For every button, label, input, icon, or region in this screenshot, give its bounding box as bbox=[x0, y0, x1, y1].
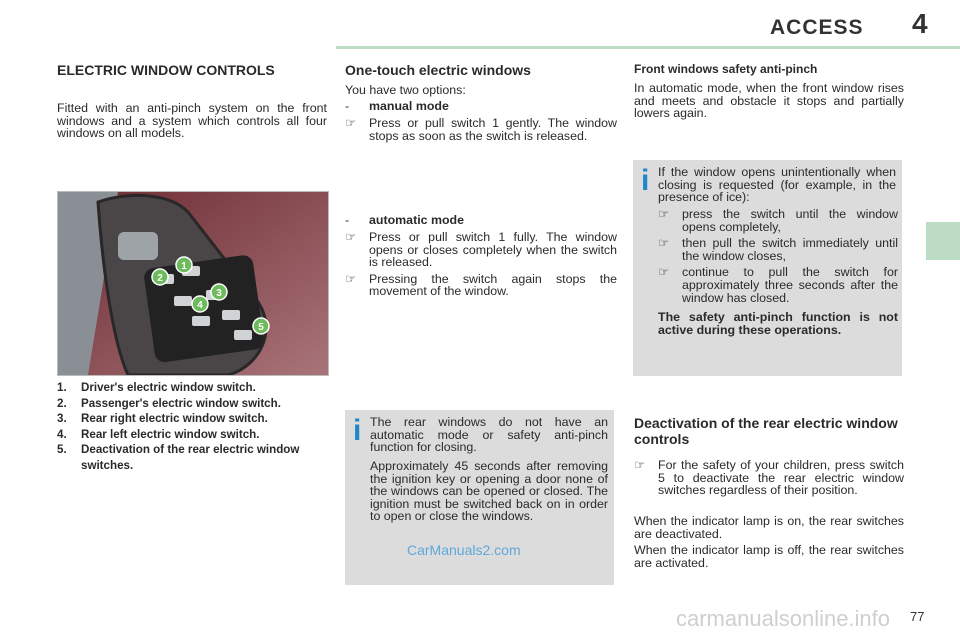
callout-5-label: 5 bbox=[258, 322, 264, 333]
anti-pinch-warning: The safety anti-pinch function is not active during these operations. bbox=[658, 310, 898, 337]
info-icon: i bbox=[641, 164, 650, 197]
indicator-on-text: When the indicator lamp is on, the rear switches are deactivated. bbox=[634, 514, 904, 541]
automatic-mode-block bbox=[345, 213, 617, 298]
safety-heading: Front windows safety anti-pinch bbox=[634, 62, 818, 76]
anti-pinch-step-3: ☞ continue to pull the switch for approximately three seconds after the window has closed. bbox=[658, 265, 898, 305]
pointing-hand-icon: ☞ bbox=[658, 207, 670, 221]
stop-movement-text: Pressing the switch again stops the movement of the window. bbox=[369, 271, 617, 299]
manual-mode-block bbox=[345, 99, 617, 142]
chapter-number: 4 bbox=[912, 8, 928, 39]
pointing-hand-icon: ☞ bbox=[345, 116, 357, 130]
photo-caption-list bbox=[57, 380, 329, 473]
automatic-mode-text: Press or pull switch 1 fully. The window opens or closes completely when the switch is released. bbox=[369, 230, 617, 270]
section-title: ACCESS bbox=[770, 16, 864, 39]
watermark-text: CarManuals2.com bbox=[407, 542, 521, 558]
header-rule bbox=[336, 46, 960, 49]
anti-pinch-intro: If the window opens unintentionally when closing is requested (for example, in the presence of ice): bbox=[658, 165, 896, 205]
callout-1-label: 1 bbox=[181, 261, 187, 272]
caption-item: 2. Passenger's electric window switch. bbox=[57, 396, 281, 410]
footer-watermark: carmanualsonline.info bbox=[676, 606, 891, 631]
manual-mode-title: manual mode bbox=[369, 99, 449, 113]
chapter-side-tab bbox=[926, 222, 960, 260]
callout-2-label: 2 bbox=[157, 273, 163, 284]
left-intro: Fitted with an anti-pinch system on the front windows and a system which controls all four windows on all models. bbox=[57, 101, 327, 141]
pointing-hand-icon: ☞ bbox=[345, 230, 357, 244]
anti-pinch-step-1: ☞ press the switch until the window opens completely, bbox=[658, 207, 898, 234]
rear-info-paragraph-2: Approximately 45 seconds after removing the ignition key or opening a door none of the windows can be opened or closed. The ignition must be switched back on in order to open or close the windows. bbox=[370, 459, 608, 524]
anti-pinch-info-box bbox=[633, 160, 902, 376]
deactivation-heading: Deactivation of the rear electric window controls bbox=[634, 415, 898, 447]
callout-4-label: 4 bbox=[197, 300, 203, 311]
dash-marker: - bbox=[345, 213, 350, 227]
callout-3-label: 3 bbox=[216, 288, 222, 299]
automatic-mode-title: automatic mode bbox=[369, 213, 465, 227]
dash-marker: - bbox=[345, 99, 350, 113]
door-panel-illustration bbox=[58, 192, 328, 375]
anti-pinch-step-2: ☞ then pull the switch immediately until the window closes, bbox=[658, 236, 898, 263]
caption-item: 1. Driver's electric window switch. bbox=[57, 381, 256, 394]
pointing-hand-icon: ☞ bbox=[634, 458, 646, 472]
manual-mode-text: Press or pull switch 1 gently. The window stops as soon as the switch is released. bbox=[369, 116, 617, 143]
info-icon: i bbox=[353, 414, 362, 447]
rear-windows-info-box bbox=[345, 410, 614, 585]
door-switch-photo bbox=[57, 191, 329, 376]
pointing-hand-icon: ☞ bbox=[345, 271, 357, 286]
caption-item: 4. Rear left electric window switch. bbox=[57, 427, 260, 441]
safety-text: In automatic mode, when the front window rises and meets and obstacle it stops and partially lowers again. bbox=[634, 81, 904, 121]
caption-item: 3. Rear right electric window switch. bbox=[57, 412, 268, 425]
pointing-hand-icon: ☞ bbox=[658, 265, 670, 280]
deactivation-step: ☞ For the safety of your children, press switch 5 to deactivate the rear electric window switches regardless of their position. bbox=[634, 458, 904, 498]
page-number: 77 bbox=[910, 609, 925, 624]
left-heading: ELECTRIC WINDOW CONTROLS bbox=[57, 62, 275, 78]
middle-heading: One-touch electric windows bbox=[345, 62, 531, 78]
options-intro: You have two options: bbox=[345, 83, 466, 97]
rear-info-paragraph-1: The rear windows do not have an automatic mode or safety anti-pinch function for closing. bbox=[370, 415, 608, 455]
caption-item: 5. Deactivation of the rear electric window switches. bbox=[57, 443, 300, 472]
indicator-off-text: When the indicator lamp is off, the rear switches are activated. bbox=[634, 543, 904, 570]
pointing-hand-icon: ☞ bbox=[658, 236, 670, 251]
